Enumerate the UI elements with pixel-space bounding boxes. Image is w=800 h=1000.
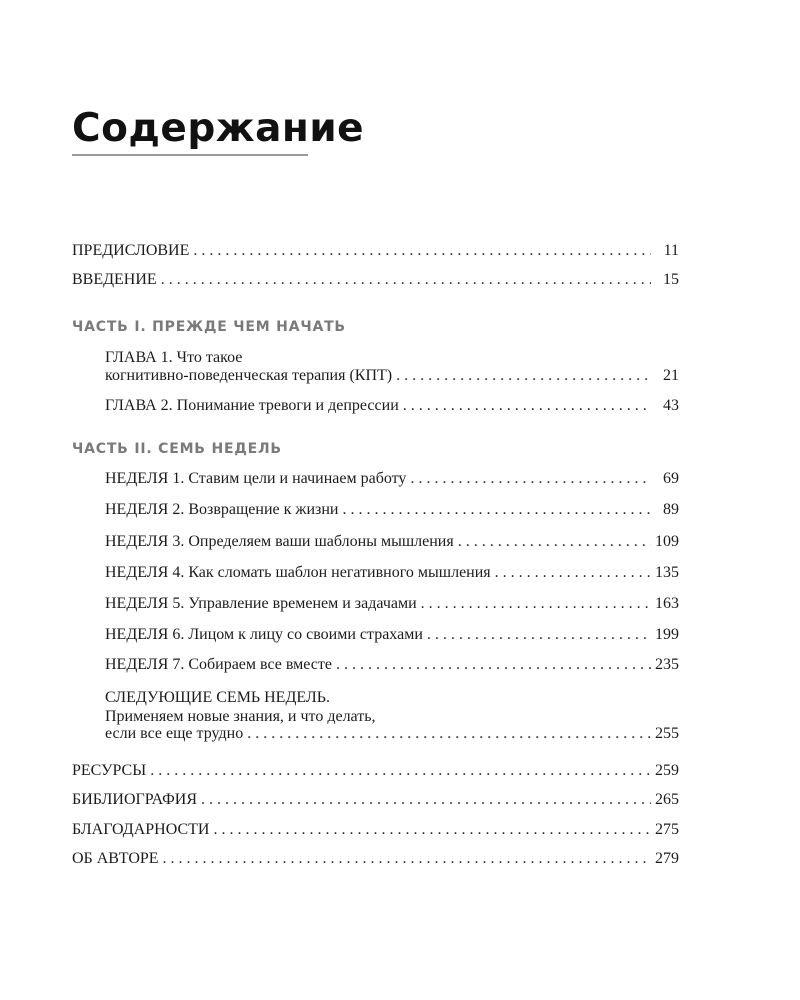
toc-entry-chapter2[interactable] — [105, 397, 679, 419]
dot-leader — [396, 367, 651, 385]
toc-entry-label: РЕСУРСЫ — [72, 762, 147, 779]
dot-leader — [150, 762, 651, 780]
toc-entry-label: ВВЕДЕНИЕ — [72, 271, 157, 288]
toc-entry-label: НЕДЕЛЯ 4. Как сломать шаблон негативного мышления — [105, 564, 491, 581]
toc-entry-label: когнитивно-поведенческая терапия (КПТ) — [105, 367, 393, 384]
toc-entry-page: 11 — [663, 242, 679, 259]
toc-entry-resources[interactable] — [72, 762, 679, 784]
toc-entry-page: 265 — [655, 791, 679, 808]
toc-entry-week7[interactable] — [105, 656, 679, 678]
toc-entry-bibliography[interactable] — [72, 791, 679, 813]
toc-entry-chapter1[interactable] — [105, 367, 679, 389]
dot-leader — [336, 656, 651, 674]
dot-leader — [495, 564, 651, 582]
toc-entry-label: НЕДЕЛЯ 2. Возвращение к жизни — [105, 501, 339, 518]
toc-entry-page: 275 — [655, 821, 679, 838]
toc-entry-next-weeks-line1[interactable]: СЛЕДУЮЩИЕ СЕМЬ НЕДЕЛЬ. — [105, 689, 330, 706]
toc-entry-label: ОБ АВТОРЕ — [72, 850, 159, 867]
toc-entry-label: ПРЕДИСЛОВИЕ — [72, 242, 190, 259]
toc-entry-week4[interactable] — [105, 564, 679, 586]
dot-leader — [163, 850, 651, 868]
toc-entry-label: НЕДЕЛЯ 6. Лицом к лицу со своими страхами — [105, 626, 423, 643]
toc-entry-about-author[interactable] — [72, 850, 679, 872]
toc-entry-label: НЕДЕЛЯ 1. Ставим цели и начинаем работу — [105, 470, 407, 487]
toc-entry-week1[interactable] — [105, 470, 679, 492]
title-underline — [72, 154, 308, 156]
toc-entry-label: ГЛАВА 2. Понимание тревоги и депрессии — [105, 397, 399, 414]
dot-leader — [247, 725, 651, 743]
toc-entry-page: 259 — [655, 762, 679, 779]
toc-entry-page: 255 — [655, 725, 679, 742]
toc-entry-page: 279 — [655, 850, 679, 867]
dot-leader — [421, 595, 651, 613]
toc-entry-week2[interactable] — [105, 501, 679, 523]
dot-leader — [161, 271, 651, 289]
toc-entry-page: 21 — [663, 367, 679, 384]
dot-leader — [342, 501, 651, 519]
toc-entry-label: НЕДЕЛЯ 3. Определяем ваши шаблоны мышления — [105, 533, 454, 550]
toc-entry-label: БИБЛИОГРАФИЯ — [72, 791, 198, 808]
toc-entry-label: НЕДЕЛЯ 7. Собираем все вместе — [105, 656, 332, 673]
toc-entry-week6[interactable] — [105, 626, 679, 648]
part-heading-2: ЧАСТЬ II. СЕМЬ НЕДЕЛЬ — [72, 441, 282, 457]
toc-entry-page: 69 — [663, 470, 679, 487]
toc-entry-page: 199 — [655, 626, 679, 643]
toc-entry-page: 43 — [663, 397, 679, 414]
dot-leader — [458, 533, 651, 551]
toc-entry-page: 163 — [655, 595, 679, 612]
toc-entry-next-weeks-line2[interactable]: Применяем новые знания, и что делать, — [105, 708, 376, 725]
toc-entry-page: 109 — [655, 533, 679, 550]
dot-leader — [201, 791, 651, 809]
dot-leader — [403, 397, 651, 415]
dot-leader — [213, 821, 651, 839]
dot-leader — [410, 470, 651, 488]
toc-entry-introduction[interactable] — [72, 271, 679, 293]
toc-entry-chapter1-line1[interactable]: ГЛАВА 1. Что такое — [105, 349, 243, 366]
page-title: Содержание — [72, 106, 365, 151]
toc-entry-acknowledgements[interactable] — [72, 821, 679, 843]
toc-entry-preface[interactable] — [72, 242, 679, 264]
toc-entry-next-weeks[interactable] — [105, 725, 679, 747]
dot-leader — [427, 626, 651, 644]
part-heading-1: ЧАСТЬ I. ПРЕЖДЕ ЧЕМ НАЧАТЬ — [72, 319, 346, 335]
toc-entry-page: 235 — [655, 656, 679, 673]
dot-leader — [193, 242, 651, 260]
toc-entry-page: 135 — [655, 564, 679, 581]
toc-entry-label: если все еще трудно — [105, 725, 244, 742]
toc-entry-label: НЕДЕЛЯ 5. Управление временем и задачами — [105, 595, 417, 612]
toc-entry-page: 89 — [663, 501, 679, 518]
toc-entry-page: 15 — [663, 271, 679, 288]
toc-entry-week3[interactable] — [105, 533, 679, 555]
toc-entry-week5[interactable] — [105, 595, 679, 617]
toc-entry-label: БЛАГОДАРНОСТИ — [72, 821, 210, 838]
